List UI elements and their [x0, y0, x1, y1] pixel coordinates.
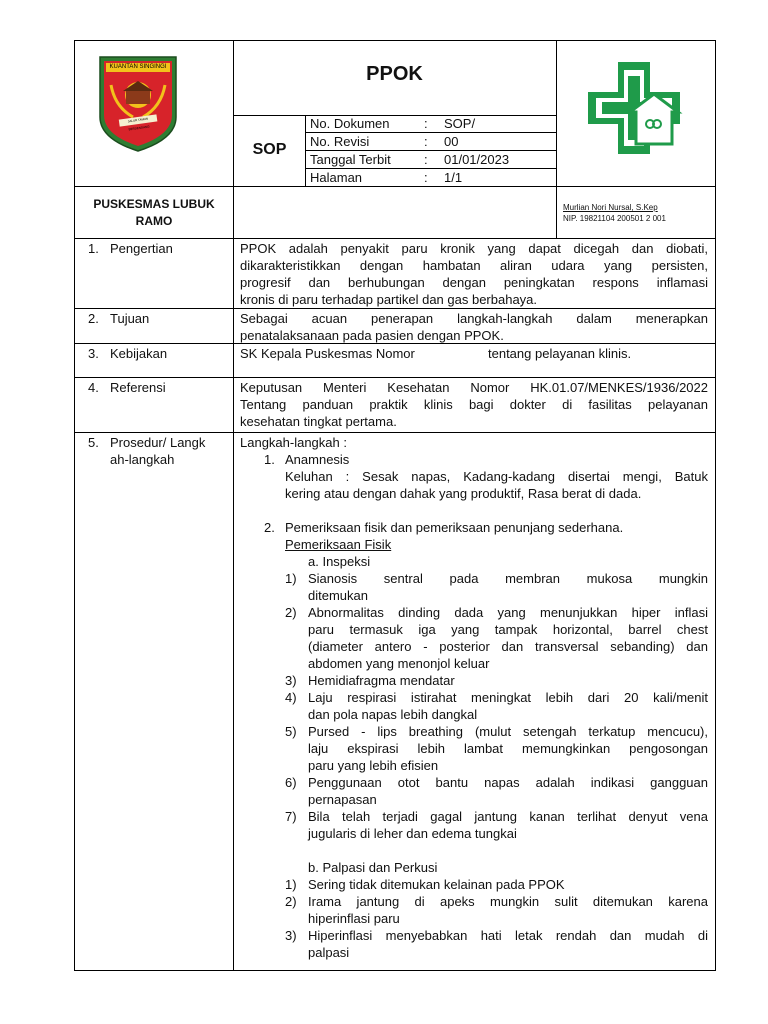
section-title: Tujuan: [110, 311, 150, 326]
list-item-line: Penggunaan otot bantu napas adalah indikasi gangguan: [308, 775, 708, 790]
list-item-line: Abnormalitas dinding dada yang menunjukkan hiper inflasi: [308, 605, 708, 620]
section-title: Kebijakan: [110, 346, 168, 361]
list-item-line: jugularis di leher dan edema tungkai: [308, 826, 517, 841]
list-item-line: ditemukan: [308, 588, 368, 603]
doc-field-value: 00: [444, 134, 459, 149]
header-divider-right: [556, 40, 557, 238]
step-title: Anamnesis: [285, 452, 350, 467]
list-item-number: 3): [285, 928, 297, 943]
list-item-line: Bila telah terjadi gagal jantung kanan terlihat denyut vena: [308, 809, 708, 824]
section-text-line: progresif dan berhubungan dengan peningkatan respons inflamasi: [240, 275, 708, 290]
list-item-number: 2): [285, 894, 297, 909]
doc-field-separator: :: [424, 134, 428, 149]
section-number: 1.: [88, 241, 99, 256]
list-item-number: 6): [285, 775, 297, 790]
table-border-top: [74, 40, 716, 41]
section-text-line: penatalaksanaan pada pasien dengan PPOK.: [240, 328, 504, 343]
list-item-line: Sianosis sentral pada membran mukosa mungkin: [308, 571, 708, 586]
organization-name-line-2: RAMO: [135, 214, 173, 228]
row-separator-4: [74, 432, 716, 433]
list-item-line: palpasi: [308, 945, 350, 960]
step-number: 1.: [264, 452, 275, 467]
section-text-line: PPOK adalah penyakit paru kronik yang dapat dicegah dan diobati,: [240, 241, 708, 256]
section-title: ah-langkah: [110, 452, 175, 467]
section-text-line: Tentang panduan praktik klinis bagi dokter di fasilitas pelayanan: [240, 397, 708, 412]
section-title: Referensi: [110, 380, 166, 395]
doc-field-value: 01/01/2023: [444, 152, 510, 167]
row-separator-3: [74, 377, 716, 378]
organization-name-line-1: PUSKESMAS LUBUK: [93, 197, 215, 211]
table-border-bottom: [74, 970, 716, 971]
section-text-line: tentang pelayanan klinis.: [488, 346, 632, 361]
header-border-end: [74, 238, 716, 239]
list-item-line: paru yang lebih efisien: [308, 758, 439, 773]
step-text-line: Keluhan : Sesak napas, Kadang-kadang disertai mengi, Batuk: [285, 469, 708, 484]
section-text-line: dikarakteristikkan dengan hambatan aliran udara yang persisten,: [240, 258, 708, 273]
section-title: Prosedur/ Langk: [110, 435, 206, 450]
step-number: 2.: [264, 520, 275, 535]
doc-field-separator: :: [424, 170, 428, 185]
body-column-divider: [233, 238, 234, 970]
list-item-line: hiperinflasi paru: [308, 911, 400, 926]
list-item-line: Irama jantung di apeks mungkin sulit ditemukan karena: [308, 894, 708, 909]
section-number: 3.: [88, 346, 99, 361]
table-border-left: [74, 40, 75, 971]
doc-field-separator: :: [424, 116, 428, 131]
logo-banner-text: KUANTAN SINGINGI: [109, 64, 167, 70]
subsection-label: b. Palpasi dan Perkusi: [308, 860, 438, 875]
list-item-line: paru termasuk iga yang tampak horizontal, barrel chest: [308, 622, 708, 637]
header-divider-bottom: [74, 186, 716, 187]
list-item-line: Hemidiafragma mendatar: [308, 673, 455, 688]
list-item-number: 3): [285, 673, 297, 688]
step-title: Pemeriksaan fisik dan pemeriksaan penunjang sederhana.: [285, 520, 624, 535]
list-item-number: 2): [285, 605, 297, 620]
section-number: 2.: [88, 311, 99, 326]
doc-field-label: No. Dokumen: [310, 116, 390, 131]
row-separator-1: [74, 308, 716, 309]
doc-field-value: 1/1: [444, 170, 463, 185]
section-number: 4.: [88, 380, 99, 395]
list-item-line: Pursed - lips breathing (mulut setengah terkatup mencucu),: [308, 724, 708, 739]
section-text-line: kesehatan tingkat pertama.: [240, 414, 397, 429]
section-text-line: Sebagai acuan penerapan langkah-langkah dalam menerapkan: [240, 311, 708, 326]
signer-name: Murlian Nori Nursal, S.Kep: [563, 203, 658, 212]
list-item-number: 1): [285, 877, 297, 892]
list-item-number: 4): [285, 690, 297, 705]
subsection-label: a. Inspeksi: [308, 554, 371, 569]
list-item-line: Hiperinflasi menyebabkan hati letak rendah dan mudah di: [308, 928, 708, 943]
list-item-line: dan pola napas lebih dangkal: [308, 707, 478, 722]
section-text-line: Keputusan Menteri Kesehatan Nomor HK.01.07/MENKES/1936/2022: [240, 380, 708, 395]
signer-block: [563, 202, 666, 224]
signer-nip: NIP. 19821104 200501 2 001: [563, 214, 666, 223]
table-border-right: [715, 40, 716, 971]
list-item-number: 5): [285, 724, 297, 739]
list-item-line: abdomen yang menonjol keluar: [308, 656, 490, 671]
doc-field-value: SOP/: [444, 116, 476, 131]
organization-name: [75, 196, 233, 230]
header-divider-title: [233, 115, 556, 116]
subsection-heading: Pemeriksaan Fisik: [285, 537, 392, 552]
procedure-intro: Langkah-langkah :: [240, 435, 347, 450]
list-item-line: Laju respirasi istirahat meningkat lebih dari 20 kali/menit: [308, 690, 708, 705]
doc-field-label: Halaman: [310, 170, 363, 185]
list-item-line: (diameter antero - posterior dan transversal sebanding) dan: [308, 639, 708, 654]
list-item-number: 7): [285, 809, 297, 824]
section-text-line: SK Kepala Puskesmas Nomor: [240, 346, 415, 361]
list-item-line: pernapasan: [308, 792, 377, 807]
list-item-number: 1): [285, 571, 297, 586]
logo-ribbon-text: JALUR TAMAN BERDENDANG: [127, 116, 150, 132]
list-item-line: Sering tidak ditemukan kelainan pada PPOK: [308, 877, 565, 892]
step-text-line: kering atau dengan dahak yang produktif, Rasa berat di dada.: [285, 486, 642, 501]
puskesmas-logo: [584, 58, 684, 158]
regency-logo: [97, 55, 179, 153]
section-number: 5.: [88, 435, 99, 450]
list-item-line: laju ekspirasi lebih lambat memungkinkan pengosongan: [308, 741, 708, 756]
section-title: Pengertian: [110, 241, 173, 256]
sop-label: SOP: [252, 141, 287, 158]
doc-field-label: Tanggal Terbit: [310, 152, 391, 167]
page-title: PPOK: [366, 63, 423, 85]
doc-field-label: No. Revisi: [310, 134, 370, 149]
doc-field-separator: :: [424, 152, 428, 167]
section-text-line: kronis di paru terhadap partikel dan gas berbahaya.: [240, 292, 538, 307]
